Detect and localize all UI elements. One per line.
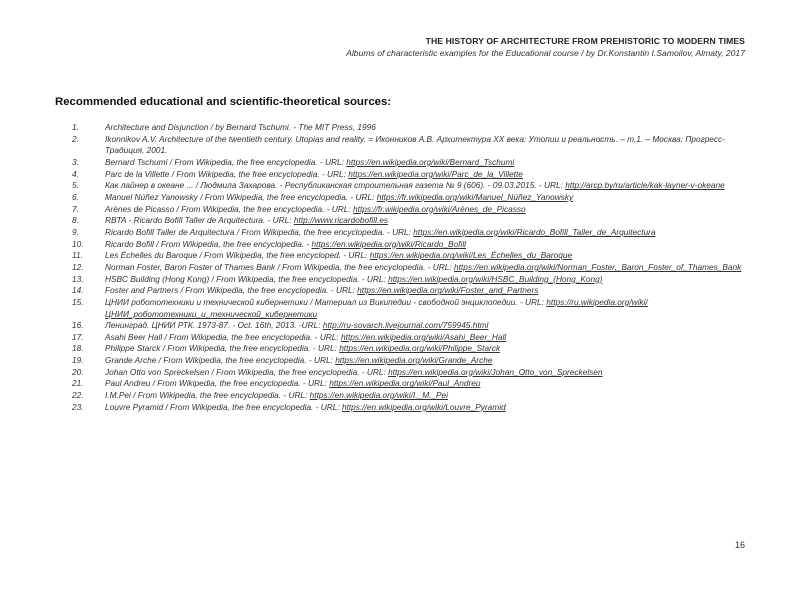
item-number: 9.: [72, 226, 79, 237]
item-number: 13.: [72, 273, 84, 284]
citation-link[interactable]: https://en.wikipedia.org/wiki/Asahi_Beer_Hall: [341, 331, 507, 342]
item-number: 6.: [72, 191, 79, 202]
citation-text: Philippe Starck / From Wikipedia, the free encyclopedia. - URL:: [105, 343, 340, 354]
list-item: [72, 402, 748, 414]
item-text: [105, 122, 748, 134]
citation-text: Norman Foster, Baron Foster of Thames Bank / From Wikipedia, the free encyclopedia. - URL:: [105, 261, 454, 272]
list-item: [72, 122, 748, 134]
list-item: [72, 204, 748, 216]
citation-link[interactable]: http://www.ricardobofill.es: [293, 215, 388, 226]
citation-link[interactable]: https://en.wikipedia.org/wiki/Parc_de_la_Villette: [348, 168, 523, 179]
item-number: 12.: [72, 261, 84, 272]
citation-link[interactable]: https://en.wikipedia.org/wiki/Ricardo_Bofill_Taller_de_Arquitectura: [413, 226, 656, 237]
citation-text: Ricardo Bofill Taller de Arquitectura / From Wikipedia, the free encyclopedia. - URL:: [105, 226, 414, 237]
list-item: [72, 239, 748, 251]
item-text: [105, 157, 748, 169]
citation-link[interactable]: https://en.wikipedia.org/wiki/Louvre_Pyramid: [341, 401, 506, 412]
citation-text: Louvre Pyramid / From Wikipedia, the free encyclopedia. - URL:: [105, 401, 342, 412]
item-number: 20.: [72, 366, 84, 377]
citation-text: Paul Andreu / From Wikipedia, the free encyclopedia. - URL:: [105, 378, 330, 389]
citation-link[interactable]: https://en.wikipedia.org/wiki/HSBC_Building_(Hong_Kong): [388, 273, 603, 284]
list-item: [72, 192, 748, 204]
section-heading: Recommended educational and scientific-theoretical sources:: [55, 96, 392, 108]
list-item: [72, 180, 748, 192]
item-number: 2.: [72, 133, 79, 144]
citation-link[interactable]: https://ru.wikipedia.org/wiki/ЦНИИ_робототехники_и_технической_кибернетики: [105, 296, 648, 319]
item-text: [105, 215, 748, 227]
citation-link[interactable]: https://en.wikipedia.org/wiki/Johan_Otto_von_Spreckelsen: [388, 366, 603, 377]
item-number: 4.: [72, 168, 79, 179]
citation-link[interactable]: http://ru-sovarch.livejournal.com/759945.html: [322, 320, 489, 331]
citation-text: Ikonnikov A.V. Architecture of the twentieth century. Utopias and reality. = Иконников А.В. Архитектура XX века: Утопии и реальность. – т.1. – Москва: Прогресс-Традиция, 2001.: [105, 133, 725, 156]
citation-link[interactable]: https://en.wikipedia.org/wiki/Ricardo_Bofill: [311, 238, 467, 249]
item-number: 17.: [72, 331, 84, 342]
page-header: [346, 36, 745, 58]
citation-link[interactable]: https://fr.wikipedia.org/wiki/Arènes_de_Picasso: [353, 203, 526, 214]
list-item: [72, 355, 748, 367]
citation-link[interactable]: https://en.wikipedia.org/wiki/Paul_Andreu: [329, 378, 481, 389]
sources-list: [72, 122, 748, 413]
list-item: [72, 227, 748, 239]
citation-text: Ricardo Bofill / From Wikipedia, the free encyclopedia. -: [105, 238, 312, 249]
item-text: [105, 343, 748, 355]
item-number: 7.: [72, 203, 79, 214]
citation-text: Asahi Beer Hall / From Wikipedia, the free encyclopedia. - URL:: [105, 331, 342, 342]
citation-text: ЦНИИ робототехники и технической кибернетики / Материал из Википедии - свободной энциклопедии. - URL:: [105, 296, 547, 307]
item-number: 3.: [72, 156, 79, 167]
list-item: [72, 250, 748, 262]
item-text: [105, 402, 748, 414]
item-text: [105, 367, 748, 379]
item-number: 15.: [72, 296, 84, 307]
item-text: [105, 239, 748, 251]
citation-link[interactable]: https://en.wikipedia.org/wiki/Philippe_Starck: [339, 343, 501, 354]
item-text: [105, 262, 748, 274]
citation-text: RBTA - Ricardo Bofill Taller de Arquitectura. - URL:: [105, 215, 294, 226]
item-text: [105, 378, 748, 390]
item-text: [105, 355, 748, 367]
item-number: 21.: [72, 378, 84, 389]
item-text: [105, 332, 748, 344]
list-item: [72, 343, 748, 355]
citation-link[interactable]: https://en.wikipedia.org/wiki/Les_Échelles_du_Baroque: [369, 250, 573, 261]
citation-text: Les Échelles du Baroque / From Wikipedia, the free encycloped. - URL:: [105, 250, 370, 261]
page-number: 16: [735, 540, 746, 550]
citation-text: Как лайнер в океане ... / Людмила Захарова. - Республиканская строительная газета № 9 (606). - 09.03.2015. - URL:: [105, 180, 566, 191]
item-number: 5.: [72, 180, 79, 191]
citation-text: Grande Arche / From Wikipedia, the free encyclopedia. - URL:: [105, 355, 336, 366]
item-text: [105, 285, 748, 297]
list-item: [72, 332, 748, 344]
item-number: 1.: [72, 122, 79, 132]
item-text: [105, 390, 748, 402]
citation-text: Johan Otto von Spreckelsen / From Wikipedia, the free encyclopedia. - URL:: [105, 366, 389, 377]
citation-text: HSBC Building (Hong Kong) / From Wikipedia, the free encyclopedia. - URL:: [105, 273, 389, 284]
citation-link[interactable]: https://en.wikipedia.org/wiki/Grande_Arche: [335, 355, 493, 366]
list-item: [72, 297, 748, 320]
item-text: [105, 274, 748, 286]
item-number: 18.: [72, 343, 84, 354]
list-item: [72, 134, 748, 157]
item-number: 19.: [72, 355, 84, 366]
item-text: [105, 227, 748, 239]
item-number: 8.: [72, 215, 79, 226]
item-text: [105, 192, 748, 204]
item-text: [105, 134, 748, 157]
citation-link[interactable]: https://fr.wikipedia.org/wiki/Manuel_Núñez_Yanowsky: [376, 191, 574, 202]
item-number: 16.: [72, 320, 84, 331]
citation-text: Foster and Partners / From Wikipedia, the free encyclopedia. - URL:: [105, 285, 358, 296]
document-subtitle: Albums of characteristic examples for the Educational course / by Dr.Konstantin I.Samoilov, Almaty, 2017: [346, 48, 745, 58]
list-item: [72, 285, 748, 297]
item-number: 23.: [72, 401, 84, 412]
list-item: [72, 262, 748, 274]
citation-text: Arènes de Picasso / From Wikipedia, the free encyclopedia. - URL:: [105, 203, 354, 214]
citation-link[interactable]: https://en.wikipedia.org/wiki/Norman_Foster,_Baron_Foster_of_Thames_Bank: [454, 261, 742, 272]
citation-link[interactable]: http://arcp.by/ru/article/kak-layner-v-okeane: [565, 180, 725, 191]
item-text: [105, 297, 748, 320]
citation-text: Ленинград. ЦНИИ РТК. 1973-87. - Oct. 16th, 2013. -URL:: [105, 320, 323, 331]
list-item: [72, 367, 748, 379]
item-number: 11.: [72, 250, 83, 261]
citation-text: Bernard Tschumi / From Wikipedia, the free encyclopedia. - URL:: [105, 156, 347, 167]
list-item: [72, 157, 748, 169]
item-number: 10.: [72, 238, 84, 249]
item-number: 22.: [72, 390, 84, 401]
citation-link[interactable]: https://en.wikipedia.org/wiki/I._M._Pei: [309, 390, 449, 401]
item-text: [105, 204, 748, 216]
item-text: [105, 180, 748, 192]
citation-text: Architecture and Disjunction / by Bernard Tschumi. - The MIT Press, 1996: [105, 122, 376, 132]
item-text: [105, 169, 748, 181]
citation-text: Parc de la Villette / From Wikipedia, the free encyclopedia. - URL:: [105, 168, 349, 179]
list-item: [72, 274, 748, 286]
document-title: THE HISTORY OF ARCHITECTURE FROM PREHISTORIC TO MODERN TIMES: [425, 36, 745, 46]
citation-link[interactable]: https://en.wikipedia.org/wiki/Bernard_Tschumi: [346, 156, 515, 167]
citation-text: I.M.Pei / From Wikipedia, the free encyclopedia. - URL:: [105, 390, 310, 401]
list-item: [72, 215, 748, 227]
citation-link[interactable]: https://en.wikipedia.org/wiki/Foster_and_Partners: [357, 285, 539, 296]
item-number: 14.: [72, 285, 84, 296]
list-item: [72, 378, 748, 390]
citation-text: Manuel Núñez Yanowsky / From Wikipedia, the free encyclopedia. - URL:: [105, 191, 377, 202]
list-item: [72, 390, 748, 402]
item-text: [105, 320, 748, 332]
item-text: [105, 250, 748, 262]
list-item: [72, 320, 748, 332]
list-item: [72, 169, 748, 181]
